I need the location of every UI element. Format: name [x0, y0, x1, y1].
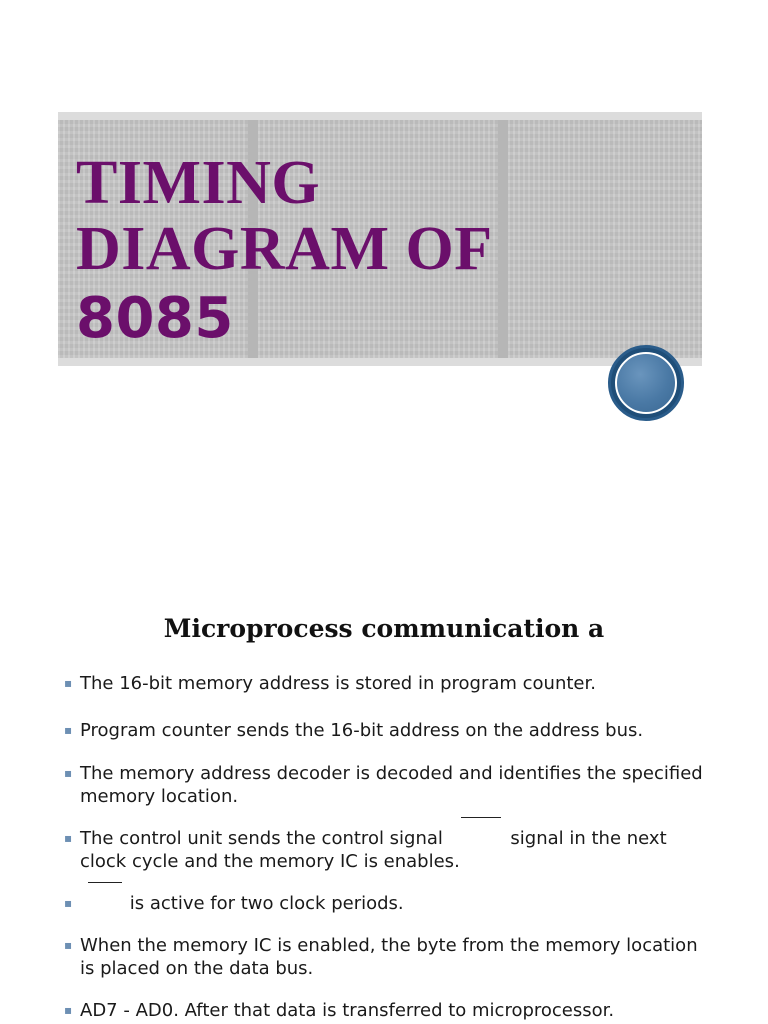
- circle-badge-inner: [615, 352, 677, 414]
- list-item: [64, 892, 754, 915]
- bullet-icon: ▪: [64, 676, 73, 690]
- list-item: [64, 827, 754, 873]
- bullet-text-before: The control unit sends the control signal: [80, 828, 443, 849]
- content-heading: Microprocess communication a: [163, 614, 605, 643]
- title-line-3: 8085: [76, 286, 234, 351]
- circle-badge-icon: [608, 345, 684, 421]
- title-banner: [58, 112, 702, 366]
- bullet-icon: ▪: [64, 766, 73, 780]
- bullet-icon: ▪: [64, 1003, 73, 1017]
- list-item: [64, 999, 754, 1022]
- bullet-text-line2: is placed on the data bus.: [80, 958, 314, 979]
- list-item: [64, 719, 754, 742]
- bullet-icon: ▪: [64, 723, 73, 737]
- bullet-text-line1: When the memory IC is enabled, the byte from the memory location: [80, 935, 698, 956]
- list-item: [64, 934, 754, 980]
- bullet-text: is active for two clock periods.: [129, 893, 404, 914]
- overline-signal-mark: [88, 882, 122, 884]
- bullet-text: Program counter sends the 16-bit address on the address bus.: [80, 720, 644, 741]
- bullet-text-line1: The memory address decoder is decoded and identifies the specified: [80, 763, 703, 784]
- bullet-text-line2: clock cycle and the memory IC is enables.: [80, 851, 460, 872]
- bullet-text-line2: memory location.: [80, 786, 239, 807]
- bullet-icon: ▪: [64, 896, 73, 910]
- slide-title: [76, 150, 493, 352]
- overline-signal-mark: [461, 817, 501, 819]
- bullet-icon: ▪: [64, 831, 73, 845]
- texture-divider: [498, 120, 508, 358]
- list-item: [64, 672, 754, 695]
- bullet-text: AD7 - AD0. After that data is transferred to microprocessor.: [80, 1000, 615, 1021]
- title-line-2: DIAGRAM OF: [76, 215, 493, 283]
- bullet-icon: ▪: [64, 938, 73, 952]
- bullet-text-after: signal in the next: [510, 828, 667, 849]
- bullet-text: The 16-bit memory address is stored in program counter.: [80, 673, 596, 694]
- list-item: [64, 762, 754, 808]
- title-line-1: TIMING: [76, 149, 321, 217]
